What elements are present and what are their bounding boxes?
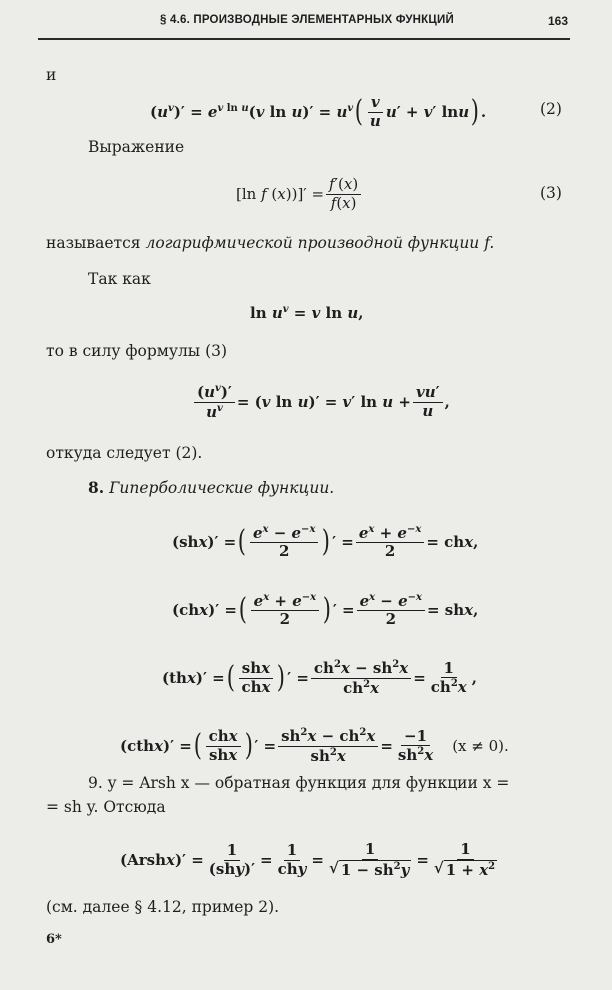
formula-log-power: $\ln u^v = v$ ln u, [250, 304, 364, 322]
section-8-heading [88, 478, 334, 497]
section-8-title: Гиперболические функции. [109, 479, 335, 497]
formula-arsh-derivative: (Arshx)′ = $\frac{1}{\text{(shy)′}}$ = $\frac{1}{\text{chy}}$ = 1 √ $1 - sh^2y$ = 1 √ $1 + x^2$ [120, 840, 496, 879]
definition-line [46, 234, 494, 252]
by-formula-phrase: то в силу формулы (3) [46, 342, 228, 360]
see-reference: (см. далее § 4.12, пример 2). [46, 898, 280, 916]
formula-th-derivative: (thx)′ = ( $\frac{\text{shx}}{\text{chx}}$ ) ′ = $\frac{ch^2x - sh^2x}{ch^2x}$ = $\frac{1}{ch^2x}$ , [162, 658, 477, 697]
formula-log-power-derivative: $\frac{(u^v)'}{u^v}$ = (v ln u)′ = v′ ln u + $\frac{vu'}{u}$ , [192, 372, 450, 432]
section-9-line-2: = sh y. Отсюда [46, 798, 166, 816]
equation-number-2: (2) [540, 100, 562, 118]
definition-italic: логарифмической производной функции [145, 234, 485, 252]
definition-prefix: называется [46, 234, 146, 252]
section-8-number: 8. [88, 478, 105, 497]
running-head: § 4.6. ПРОИЗВОДНЫЕ ЭЛЕМЕНТАРНЫХ ФУНКЦИЙ [160, 14, 454, 26]
word-expression: Выражение [88, 138, 185, 156]
signature-mark: 6* [46, 932, 62, 947]
formula-sh-derivative: (shx)′ = ( $\frac{e^x - e^{-x}}{2}$ ) ′ = $\frac{e^x + e^{-x}}{2}$ = chx, [172, 523, 479, 560]
formula-cth-derivative: (cthx)′ = ( $\frac{\text{chx}}{\text{shx}}$ ) ′ = $\frac{sh^2x - ch^2x}{sh^2x}$ = $\frac{-1}{sh^2x}$ (x ≠ 0). [120, 726, 509, 765]
header-rule [38, 38, 570, 40]
equation-number-3: (3) [540, 184, 562, 202]
page-number: 163 [548, 14, 569, 28]
formula-power-derivative: $(u^v)' = e^{v ln u}(v$ $\ln u)' = u^v$ ( $\frac{v}{u}$ u′ + v′ lnu ) . [150, 93, 487, 130]
definition-f: f. [484, 234, 495, 252]
cth-condition: (x ≠ 0). [452, 737, 509, 755]
conjunction-and: и [46, 66, 57, 84]
section-9-line-1: 9. y = Arsh x — обратная функция для функции x = [88, 774, 510, 792]
since-phrase: Так как [88, 270, 151, 288]
whence-phrase: откуда следует (2). [46, 444, 203, 462]
formula-log-derivative: [ln f (x))]′ = $\frac{f'(x)}{f(x)}$ [236, 170, 363, 218]
formula-ch-derivative: (chx)′ = ( $\frac{e^x + e^{-x}}{2}$ ) ′ = $\frac{e^x - e^{-x}}{2}$ = shx, [172, 591, 479, 628]
